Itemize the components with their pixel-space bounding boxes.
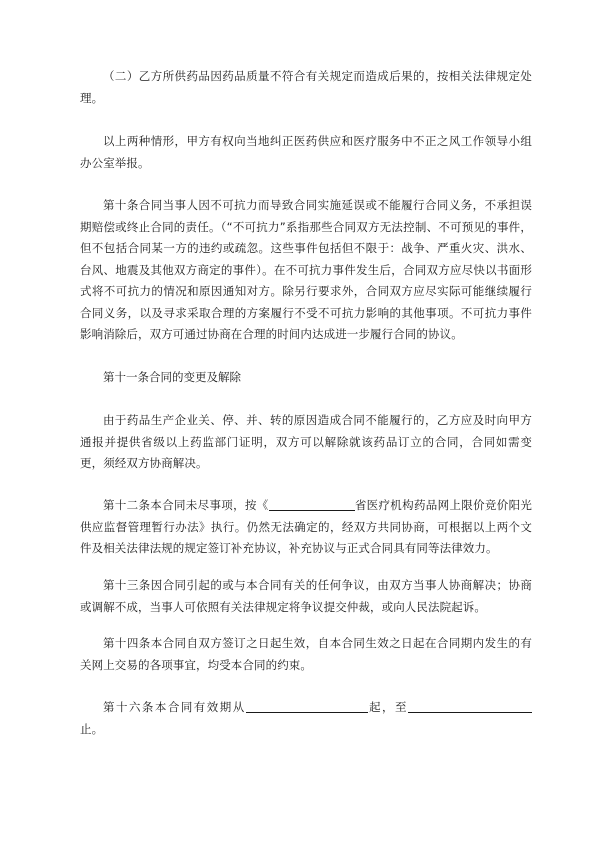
article-16-text-start: 第十六条本合同有效期从: [103, 700, 246, 714]
paragraph-report-rights: 以上两种情形，甲方有权向当地纠正医药供应和医疗服务中不正之风工作领导小组办公室举报。: [80, 134, 532, 170]
heading-article-11: 第十一条合同的变更及解除: [103, 370, 241, 384]
start-date-blank[interactable]: [246, 698, 368, 713]
article-16-text-mid: 起，至: [367, 700, 408, 714]
paragraph-article-14: 第十四条本合同自双方签订之日起生效，自本合同生效之日起在合同期内发生的有关网上交易的各项事宜，均受本合同的约束。: [80, 636, 532, 672]
end-date-blank[interactable]: [408, 698, 532, 713]
article-12-text-start: 第十二条本合同未尽事项，按《: [103, 498, 269, 512]
article-12-text-rest: 省医疗机构药品网上限价竞价阳光供应监督管理暂行办法》执行。仍然无法确定的，经双方共同协商，可根据以上两个文件及相关法律法规的规定签订补充协议，补充协议与正式合同具有同等法律效力。: [80, 498, 533, 555]
paragraph-article-16: [80, 697, 532, 740]
paragraph-article-13: 第十三条因合同引起的或与本合同有关的任何争议，由双方当事人协商解决；协商或调解不成，当事人可依照有关法律规定将争议提交仲裁，或向人民法院起诉。: [80, 578, 532, 614]
article-16-text-end: 止。: [80, 721, 104, 736]
paragraph-quality-liability: （二）乙方所供药品因药品质量不符合有关规定而造成后果的，按相关法律规定处理。: [80, 69, 532, 105]
paragraph-article-10-force-majeure: 第十条合同当事人因不可抗力而导致合同实施延误或不能履行合同义务，不承担误期赔偿或终止合同的责任。（“不可抗力”系指那些合同双方无法控制、不可预见的事件，但不包括合同某一方的违约或疏忽。这些事件包括但不限于：战争、严重火灾、洪水、台风、地震及其他双方商定的事件）。在不可抗力事件发生后，合同双方应尽快以书面形式将不可抗力的情况和原因通知对方。除另行要求外，合同双方应尽实际可能继续履行合同义务，以及寻求采取合理的方案履行不受不可抗力影响的其他事项。不可抗力事件影响消除后，双方可通过协商在合理的时间内达成进一步履行合同的协议。: [80, 198, 532, 341]
paragraph-article-11-text: 由于药品生产企业关、停、并、转的原因造成合同不能履行的，乙方应及时向甲方通报并提供省级以上药监部门证明，双方可以解除就该药品订立的合同，合同如需变更，须经双方协商解决。: [80, 413, 532, 470]
province-name-blank[interactable]: [269, 496, 355, 511]
paragraph-article-11-body: [80, 410, 532, 475]
paragraph-article-12: [80, 495, 532, 560]
